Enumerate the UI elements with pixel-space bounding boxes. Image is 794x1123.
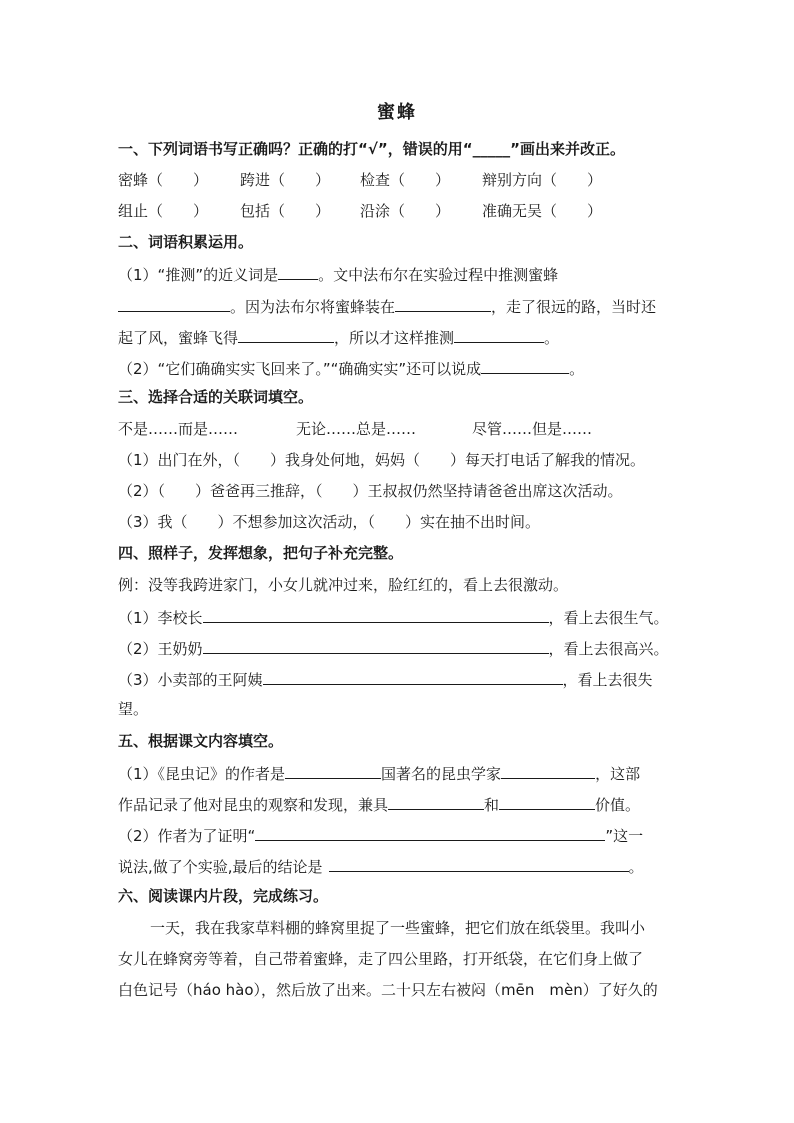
question-text: （2）作者为了证明“: [118, 827, 256, 845]
answer-blank[interactable]: [263, 668, 563, 685]
section4-q3-cont: 望。: [118, 700, 149, 718]
section2-heading: 二、词语积累运用。: [118, 233, 254, 251]
word-item: 密蜂（ ）: [118, 171, 209, 189]
answer-blank[interactable]: [395, 295, 491, 312]
section4-q2: [118, 637, 669, 659]
word-item: 包括（ ）: [240, 202, 331, 220]
answer-blank[interactable]: [285, 762, 381, 779]
answer-blank[interactable]: [255, 824, 605, 841]
section5-q2-line1: [118, 824, 643, 846]
section1-heading: 一、下列词语书写正确吗？正确的打“√”，错误的用“_____”画出来并改正。: [118, 140, 625, 158]
question-text: （2）王奶奶: [118, 640, 203, 658]
section3-q1: （1）出门在外，（ ）我身处何地，妈妈（ ）每天打电话了解我的情况。: [118, 451, 646, 469]
word-item: 准确无吴（ ）: [482, 202, 603, 220]
passage-line: 白色记号（háo hào），然后放了出来。二十只左右被闷（mēn mèn）了好久的: [118, 981, 658, 999]
question-text: ，走了很远的路，当时还: [491, 298, 657, 316]
section5-q1-line2: [118, 793, 640, 815]
section3-q3: （3）我（ ）不想参加这次活动，（ ）实在抽不出时间。: [118, 513, 541, 531]
section3-q2: （2）（ ）爸爸再三推辞，（ ）王叔叔仍然坚持请爸爸出席这次活动。: [118, 482, 623, 500]
answer-blank[interactable]: [388, 793, 484, 810]
word-item: 跨进（ ）: [240, 171, 331, 189]
question-text: ，这部: [595, 765, 641, 783]
section1-row1: [118, 170, 602, 190]
question-text: 。: [569, 360, 585, 378]
passage-line: 一天，我在我家草料棚的蜂窝里捉了一些蜜蜂，把它们放在纸袋里。我叫小: [150, 919, 646, 937]
section4-example: 例：没等我跨进家门，小女儿就冲过来，脸红红的，看上去很激动。: [118, 576, 569, 594]
answer-blank[interactable]: [501, 762, 595, 779]
conjunction-option: 无论……总是……: [296, 420, 417, 438]
question-text: 起了风，蜜蜂飞得: [118, 329, 239, 347]
passage-line: 女儿在蜂窝旁等着，自己带着蜜蜂，走了四公里路，打开纸袋，在它们身上做了: [118, 950, 644, 968]
question-text: （3）小卖部的王阿姨: [118, 671, 263, 689]
question-text: 。因为法布尔将蜜蜂装在: [230, 298, 396, 316]
answer-blank[interactable]: [203, 637, 549, 654]
page-title: 蜜蜂: [377, 102, 417, 123]
section5-q1-line1: [118, 762, 640, 784]
answer-blank[interactable]: [203, 606, 549, 623]
answer-blank[interactable]: [481, 357, 569, 374]
section5-q2-line2: [118, 855, 644, 877]
section4-heading: 四、照样子，发挥想象，把句子补充完整。: [118, 544, 404, 562]
word-item: 辩别方向（ ）: [482, 171, 603, 189]
answer-blank[interactable]: [454, 326, 544, 343]
question-text: 国著名的昆虫学家: [381, 765, 502, 783]
section2-q1-line2: [118, 295, 656, 317]
conjunction-option: 尽管……但是……: [472, 420, 593, 438]
answer-blank[interactable]: [499, 793, 595, 810]
answer-blank[interactable]: [118, 295, 230, 312]
question-text: ，所以才这样推测: [334, 329, 455, 347]
question-text: ，看上去很高兴。: [548, 640, 669, 658]
section3-heading: 三、选择合适的关联词填空。: [118, 388, 314, 406]
question-text: （2）“它们确确实实飞回来了。”“确确实实”还可以说成: [118, 360, 482, 378]
section4-q1: [118, 606, 669, 628]
question-text: （1）李校长: [118, 609, 203, 627]
question-text: 说法,做了个实验,最后的结论是: [118, 858, 323, 876]
question-text: 。文中法布尔在实验过程中推测蜜蜂: [318, 266, 559, 284]
section3-options: [118, 419, 592, 439]
word-item: 组止（ ）: [118, 202, 209, 220]
section2-q1-line1: [118, 263, 558, 285]
question-text: 。: [544, 329, 560, 347]
question-text: （1）《昆虫记》的作者是: [118, 765, 286, 783]
word-item: 检查（ ）: [360, 171, 451, 189]
answer-blank[interactable]: [238, 326, 334, 343]
question-text: 。: [628, 858, 644, 876]
answer-blank[interactable]: [278, 263, 318, 280]
question-text: 和: [484, 796, 500, 814]
answer-blank[interactable]: [329, 855, 629, 872]
question-text: 作品记录了他对昆虫的观察和发现，兼具: [118, 796, 389, 814]
question-text: ，看上去很失: [562, 671, 653, 689]
section4-q3: [118, 668, 653, 690]
word-item: 沿涂（ ）: [360, 202, 451, 220]
section2-q2: [118, 357, 584, 379]
question-text: ，看上去很生气。: [548, 609, 669, 627]
question-text: （1）“推测”的近义词是: [118, 266, 279, 284]
section6-heading: 六、阅读课内片段，完成练习。: [118, 887, 329, 905]
section5-heading: 五、根据课文内容填空。: [118, 732, 284, 750]
conjunction-option: 不是……而是……: [118, 420, 239, 438]
question-text: 价值。: [595, 796, 641, 814]
section2-q1-line3: [118, 326, 559, 348]
section1-row2: [118, 201, 602, 221]
question-text: ”这一: [605, 827, 644, 845]
